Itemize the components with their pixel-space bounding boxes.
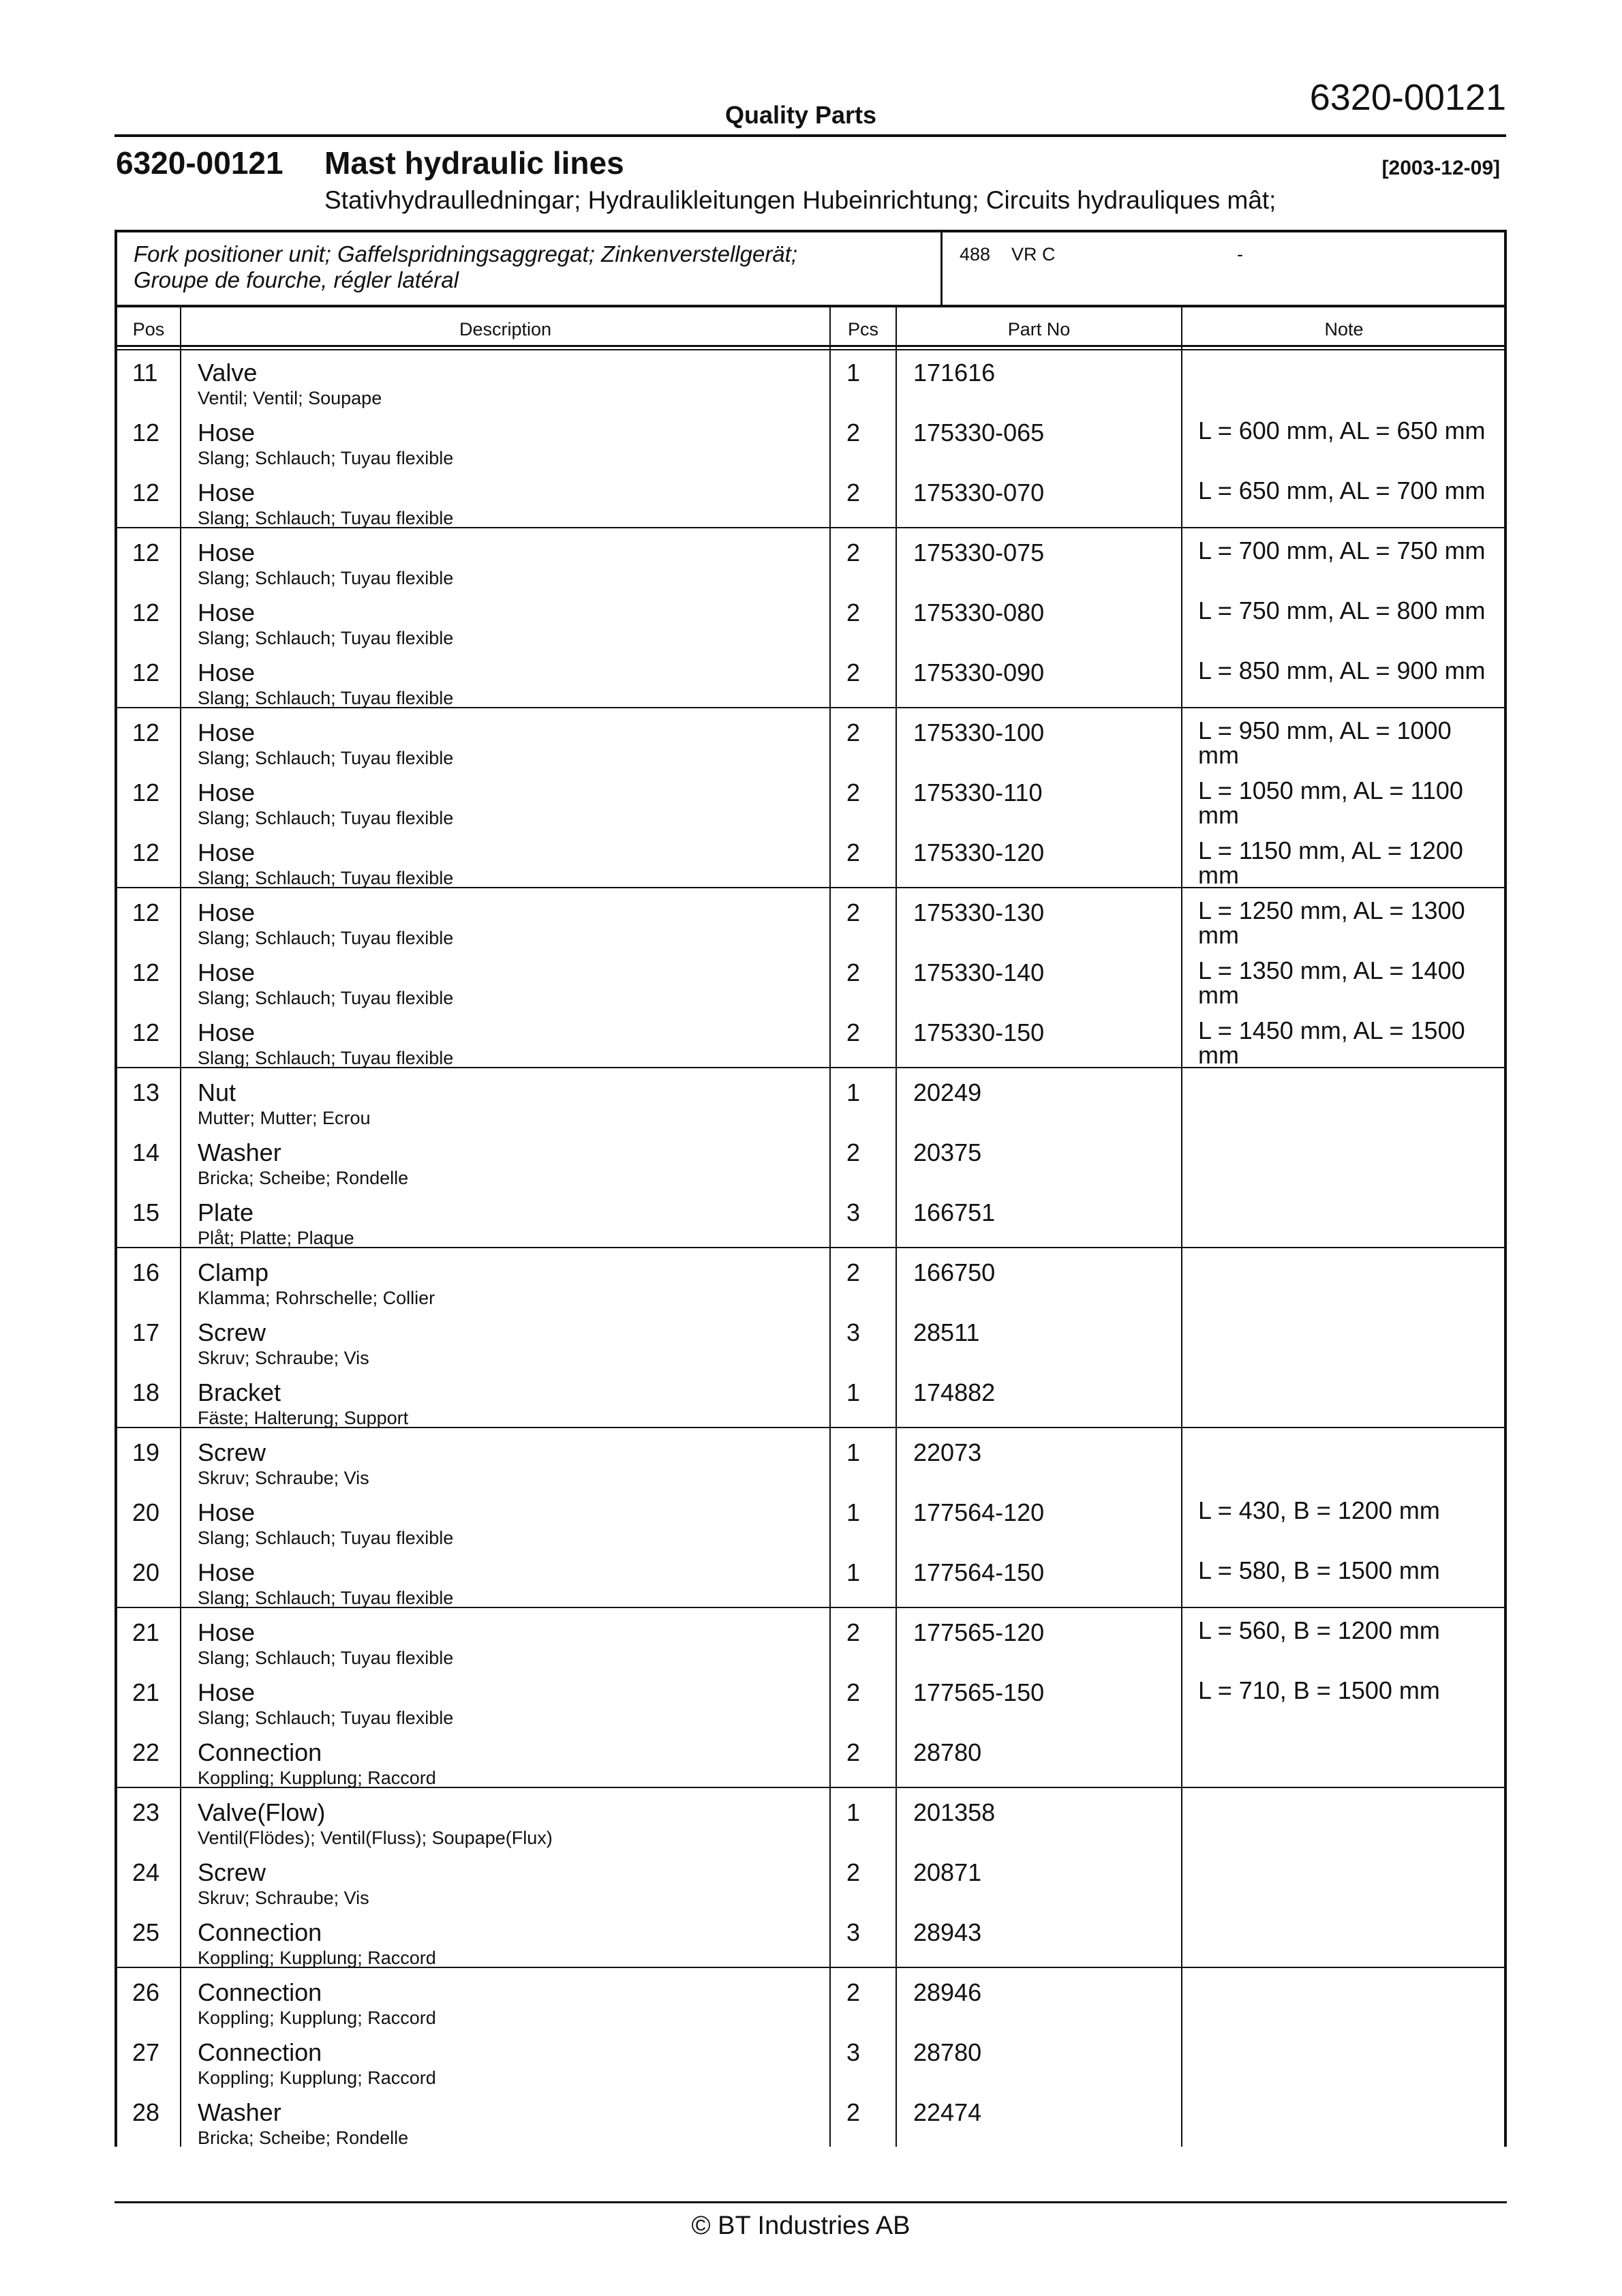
row-pcs: 1	[846, 1558, 861, 1586]
table-row	[114, 1969, 1507, 2029]
row-translation: Slang; Schlauch; Tuyau flexible	[198, 928, 454, 948]
row-pos: 20	[132, 1558, 160, 1586]
row-part-no: 177565-150	[913, 1678, 1045, 1706]
row-description: Hose	[198, 958, 256, 986]
row-pos: 15	[132, 1198, 160, 1226]
row-description: Screw	[198, 1318, 266, 1346]
row-part-no: 175330-090	[913, 659, 1045, 686]
table-row	[114, 1010, 1507, 1070]
row-pcs: 1	[846, 1078, 861, 1106]
row-part-no: 28943	[913, 1918, 982, 1946]
row-translation: Bricka; Scheibe; Rondelle	[198, 2128, 409, 2148]
row-note: L = 560, B = 1200 mm	[1198, 1616, 1440, 1644]
table-row	[114, 710, 1507, 770]
row-translation: Koppling; Kupplung; Raccord	[198, 1948, 436, 1968]
row-description: Connection	[198, 1738, 322, 1766]
row-description: Hose	[198, 898, 256, 926]
row-pos: 26	[132, 1978, 160, 2006]
row-translation: Slang; Schlauch; Tuyau flexible	[198, 568, 454, 588]
row-description: Hose	[198, 1678, 256, 1706]
table-row	[114, 1670, 1507, 1729]
row-pcs: 2	[846, 419, 861, 447]
row-description: Hose	[198, 1498, 256, 1526]
column-header-description: Description	[459, 319, 552, 339]
row-pcs: 2	[846, 659, 861, 686]
footer-copyright: © BT Industries AB	[691, 2211, 911, 2240]
header-rule	[114, 134, 1506, 137]
row-part-no: 201358	[913, 1798, 996, 1826]
row-translation: Slang; Schlauch; Tuyau flexible	[198, 868, 454, 888]
row-pcs: 2	[846, 1858, 861, 1886]
row-translation: Slang; Schlauch; Tuyau flexible	[198, 508, 454, 528]
row-part-no: 177565-120	[913, 1618, 1045, 1646]
table-row	[114, 2089, 1507, 2149]
row-pcs: 1	[846, 1798, 861, 1826]
row-part-no: 177564-150	[913, 1558, 1045, 1586]
row-part-no: 175330-150	[913, 1018, 1045, 1046]
row-pcs: 2	[846, 539, 861, 567]
row-pos: 18	[132, 1378, 160, 1406]
row-description: Hose	[198, 419, 256, 447]
row-part-no: 166750	[913, 1258, 996, 1286]
row-translation: Koppling; Kupplung; Raccord	[198, 2068, 436, 2088]
row-translation: Slang; Schlauch; Tuyau flexible	[198, 628, 454, 648]
row-pcs: 1	[846, 1498, 861, 1526]
row-part-no: 22073	[913, 1438, 982, 1466]
row-pos: 12	[132, 479, 160, 507]
table-row	[114, 410, 1507, 470]
table-row	[114, 1550, 1507, 1610]
row-pcs: 3	[846, 1918, 861, 1946]
row-translation: Ventil; Ventil; Soupape	[198, 388, 382, 408]
row-description: Hose	[198, 1558, 256, 1586]
row-pos: 12	[132, 659, 160, 686]
table-row	[114, 1789, 1507, 1849]
row-translation: Skruv; Schraube; Vis	[198, 1348, 369, 1368]
row-part-no: 175330-070	[913, 479, 1045, 507]
row-translation: Slang; Schlauch; Tuyau flexible	[198, 448, 454, 468]
row-part-no: 22474	[913, 2098, 982, 2126]
table-row	[114, 1610, 1507, 1670]
row-description: Hose	[198, 659, 256, 686]
table-row	[114, 1729, 1507, 1789]
row-pcs: 3	[846, 2038, 861, 2066]
row-translation: Skruv; Schraube; Vis	[198, 1888, 369, 1908]
column-header-pcs: Pcs	[847, 319, 878, 339]
row-description: Hose	[198, 1018, 256, 1046]
row-pcs: 1	[846, 1438, 861, 1466]
row-pcs: 1	[846, 1378, 861, 1406]
row-pos: 16	[132, 1258, 160, 1286]
row-description: Hose	[198, 479, 256, 507]
row-part-no: 175330-075	[913, 539, 1045, 567]
row-part-no: 175330-100	[913, 719, 1045, 746]
table-row	[114, 530, 1507, 590]
row-note: L = 650 mm, AL = 700 mm	[1198, 477, 1486, 504]
row-note: L = 600 mm, AL = 650 mm	[1198, 417, 1486, 444]
row-description: Hose	[198, 719, 256, 746]
row-translation: Mutter; Mutter; Ecrou	[198, 1108, 371, 1128]
row-pos: 13	[132, 1078, 160, 1106]
row-pos: 12	[132, 958, 160, 986]
row-pos: 12	[132, 1018, 160, 1046]
row-part-no: 166751	[913, 1198, 996, 1226]
row-pos: 14	[132, 1138, 160, 1166]
row-pcs: 2	[846, 779, 861, 806]
row-part-no: 175330-140	[913, 958, 1045, 986]
row-pos: 25	[132, 1918, 160, 1946]
row-translation: Ventil(Flödes); Ventil(Fluss); Soupape(Flux)	[198, 1828, 553, 1848]
row-description: Hose	[198, 599, 256, 626]
row-part-no: 175330-120	[913, 839, 1045, 866]
table-row	[114, 1130, 1507, 1190]
row-description: Hose	[198, 779, 256, 806]
row-pos: 12	[132, 539, 160, 567]
row-translation: Slang; Schlauch; Tuyau flexible	[198, 1048, 454, 1068]
row-pcs: 3	[846, 1198, 861, 1226]
table-row	[114, 1849, 1507, 1909]
row-pos: 23	[132, 1798, 160, 1826]
row-translation: Skruv; Schraube; Vis	[198, 1468, 369, 1488]
row-note: L = 1450 mm, AL = 1500 mm	[1198, 1016, 1465, 1069]
row-description: Nut	[198, 1078, 236, 1106]
row-description: Connection	[198, 1918, 322, 1946]
row-note: L = 1150 mm, AL = 1200 mm	[1198, 836, 1463, 889]
row-part-no: 177564-120	[913, 1498, 1045, 1526]
row-description: Bracket	[198, 1378, 281, 1406]
row-translation: Slang; Schlauch; Tuyau flexible	[198, 1528, 454, 1548]
row-pcs: 2	[846, 1018, 861, 1046]
row-translation: Fäste; Halterung; Support	[198, 1408, 409, 1428]
table-row	[114, 950, 1507, 1010]
row-part-no: 175330-065	[913, 419, 1045, 447]
row-note: L = 1050 mm, AL = 1100 mm	[1198, 776, 1463, 829]
page-title: Mast hydraulic lines	[324, 145, 624, 181]
table-row	[114, 350, 1507, 410]
row-part-no: 174882	[913, 1378, 996, 1406]
row-translation: Slang; Schlauch; Tuyau flexible	[198, 1648, 454, 1668]
row-pcs: 2	[846, 958, 861, 986]
row-note: L = 1350 mm, AL = 1400 mm	[1198, 956, 1465, 1009]
row-note: L = 700 mm, AL = 750 mm	[1198, 537, 1486, 564]
row-description: Hose	[198, 539, 256, 567]
row-pcs: 3	[846, 1318, 861, 1346]
table-row	[114, 1909, 1507, 1969]
row-part-no: 171616	[913, 359, 996, 387]
row-translation: Slang; Schlauch; Tuyau flexible	[198, 808, 454, 828]
row-translation: Slang; Schlauch; Tuyau flexible	[198, 1708, 454, 1728]
row-pcs: 2	[846, 599, 861, 626]
row-pcs: 2	[846, 2098, 861, 2126]
page-title-number: 6320-00121	[116, 145, 284, 181]
row-pcs: 2	[846, 1258, 861, 1286]
row-translation: Slang; Schlauch; Tuyau flexible	[198, 988, 454, 1008]
row-description: Hose	[198, 1618, 256, 1646]
row-pos: 22	[132, 1738, 160, 1766]
table-row	[114, 1190, 1507, 1250]
row-part-no: 28946	[913, 1978, 982, 2006]
row-pos: 27	[132, 2038, 160, 2066]
row-pos: 21	[132, 1618, 160, 1646]
row-pcs: 2	[846, 719, 861, 746]
row-description: Valve(Flow)	[198, 1798, 326, 1826]
row-pos: 28	[132, 2098, 160, 2126]
assembly-serial: -	[1237, 244, 1243, 265]
column-header-part-no: Part No	[1007, 319, 1071, 339]
row-pos: 12	[132, 419, 160, 447]
row-description: Valve	[198, 359, 258, 387]
table-row	[114, 470, 1507, 530]
row-pos: 12	[132, 599, 160, 626]
assembly-description	[134, 241, 924, 293]
row-pos: 20	[132, 1498, 160, 1526]
row-note: L = 1250 mm, AL = 1300 mm	[1198, 896, 1465, 949]
row-translation: Slang; Schlauch; Tuyau flexible	[198, 748, 454, 768]
footer-rule	[114, 2201, 1507, 2203]
row-note: L = 580, B = 1500 mm	[1198, 1556, 1440, 1584]
row-pcs: 2	[846, 1738, 861, 1766]
row-translation: Koppling; Kupplung; Raccord	[198, 2008, 436, 2028]
row-pos: 21	[132, 1678, 160, 1706]
row-pcs: 2	[846, 1618, 861, 1646]
row-pcs: 2	[846, 839, 861, 866]
header-title: Quality Parts	[724, 101, 877, 129]
table-row	[114, 1070, 1507, 1130]
row-translation: Klamma; Rohrschelle; Collier	[198, 1288, 435, 1308]
row-translation: Plåt; Platte; Plaque	[198, 1228, 354, 1248]
table-row	[114, 1250, 1507, 1310]
row-pcs: 2	[846, 1978, 861, 2006]
table-row	[114, 1370, 1507, 1430]
row-description: Screw	[198, 1858, 266, 1886]
column-header-note: Note	[1324, 319, 1364, 339]
table-row	[114, 1490, 1507, 1550]
table-row	[114, 2029, 1507, 2089]
row-description: Washer	[198, 2098, 281, 2126]
row-translation: Slang; Schlauch; Tuyau flexible	[198, 688, 454, 708]
row-description: Plate	[198, 1198, 254, 1226]
row-note: L = 750 mm, AL = 800 mm	[1198, 596, 1486, 624]
page-title-translations: Stativhydraulledningar; Hydraulikleitungen Hubeinrichtung; Circuits hydrauliques mât;	[324, 186, 1276, 214]
row-part-no: 28780	[913, 1738, 982, 1766]
table-row	[114, 1310, 1507, 1370]
row-description: Screw	[198, 1438, 266, 1466]
row-part-no: 20375	[913, 1138, 982, 1166]
row-pcs: 1	[846, 359, 861, 387]
row-pos: 24	[132, 1858, 160, 1886]
row-description: Hose	[198, 839, 256, 866]
row-pcs: 2	[846, 479, 861, 507]
table-row	[114, 650, 1507, 710]
row-pos: 11	[132, 359, 158, 387]
row-pcs: 2	[846, 1678, 861, 1706]
row-note: L = 950 mm, AL = 1000 mm	[1198, 716, 1452, 769]
row-part-no: 20871	[913, 1858, 982, 1886]
row-part-no: 175330-080	[913, 599, 1045, 626]
assembly-code: 488	[960, 244, 991, 265]
assembly-description-line1: Fork positioner unit; Gaffelspridningsaggregat; Zinkenverstellgerät;	[134, 241, 797, 267]
assembly-model: VR C	[1011, 244, 1056, 265]
table-row	[114, 770, 1507, 830]
page-date: [2003-12-09]	[1381, 157, 1500, 179]
row-part-no: 28780	[913, 2038, 982, 2066]
row-part-no: 28511	[913, 1318, 980, 1346]
row-note: L = 850 mm, AL = 900 mm	[1198, 656, 1486, 684]
row-part-no: 175330-110	[913, 779, 1043, 806]
row-description: Washer	[198, 1138, 281, 1166]
row-description: Clamp	[198, 1258, 269, 1286]
row-pos: 12	[132, 719, 160, 746]
row-note: L = 710, B = 1500 mm	[1198, 1676, 1440, 1704]
row-pos: 19	[132, 1438, 160, 1466]
table-row	[114, 1430, 1507, 1490]
row-pos: 12	[132, 779, 160, 806]
row-description: Connection	[198, 1978, 322, 2006]
row-part-no: 20249	[913, 1078, 982, 1106]
row-pos: 12	[132, 898, 160, 926]
table-row	[114, 590, 1507, 650]
assembly-description-line2: Groupe de fourche, régler latéral	[134, 267, 459, 292]
row-translation: Koppling; Kupplung; Raccord	[198, 1768, 436, 1788]
row-translation: Bricka; Scheibe; Rondelle	[198, 1168, 409, 1188]
row-part-no: 175330-130	[913, 898, 1045, 926]
row-translation: Slang; Schlauch; Tuyau flexible	[198, 1588, 454, 1608]
row-pos: 17	[132, 1318, 160, 1346]
row-pos: 12	[132, 839, 160, 866]
row-note: L = 430, B = 1200 mm	[1198, 1496, 1440, 1524]
row-pcs: 2	[846, 1138, 861, 1166]
table-row	[114, 890, 1507, 950]
header-document-number: 6320-00121	[1309, 77, 1506, 118]
row-description: Connection	[198, 2038, 322, 2066]
table-row	[114, 830, 1507, 890]
row-pcs: 2	[846, 898, 861, 926]
column-header-pos: Pos	[132, 319, 165, 339]
